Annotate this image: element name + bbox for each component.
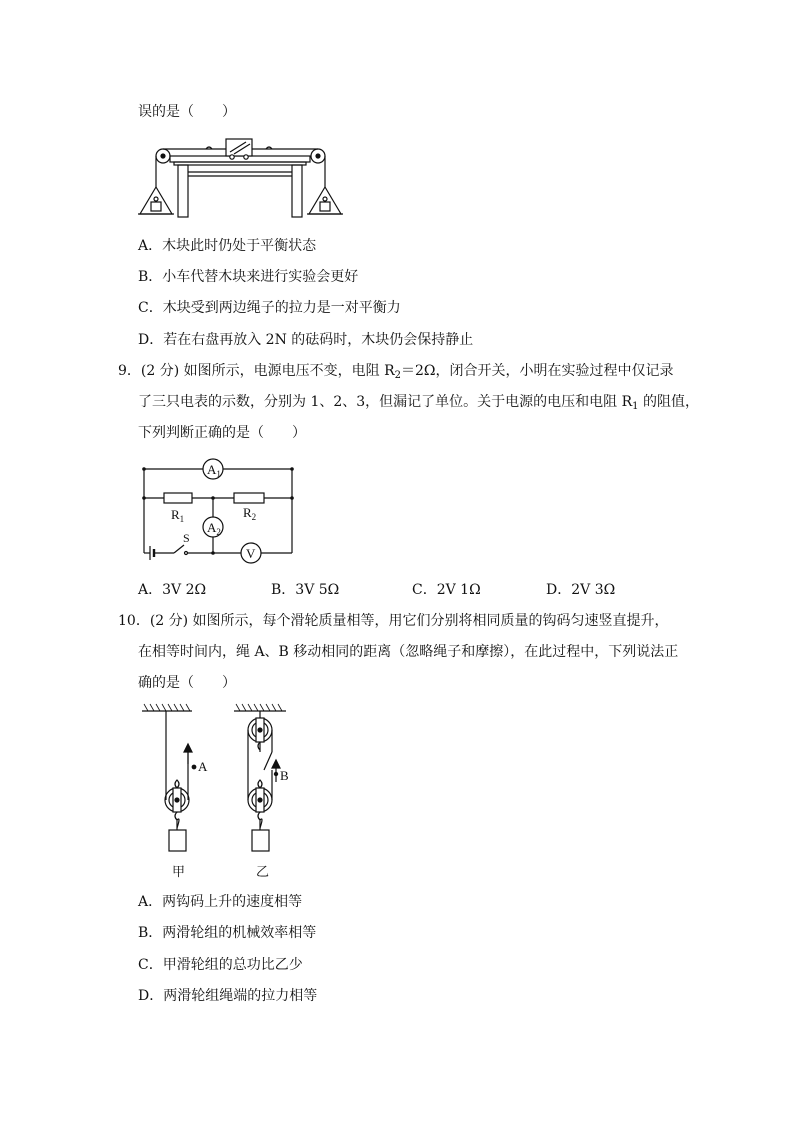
q8-option-b: B．小车代替木块来进行实验会更好 (138, 269, 359, 285)
q10-stem-line-2: 在相等时间内，绳 A、B 移动相同的距离（忽略绳子和摩擦），在此过程中，下列说法正 (138, 644, 679, 660)
r1-label: $R_1$ (171, 507, 185, 524)
q9-option-a: A．3V 2Ω (138, 582, 207, 598)
left-figure-caption: 甲 (172, 864, 186, 879)
r2-label: $R_2$ (243, 505, 257, 522)
q9-stem-line-3: 下列判断正确的是（ ） (138, 425, 306, 441)
q10-option-c: C．甲滑轮组的总功比乙少 (138, 957, 303, 973)
right-figure-caption: 乙 (256, 864, 270, 879)
q8-option-c: C．木块受到两边绳子的拉力是一对平衡力 (138, 300, 401, 316)
q10-stem-line-3: 确的是（ ） (138, 675, 236, 691)
a2-meter-label: $A_2$ (207, 520, 221, 537)
q9-option-c: C．2V 1Ω (412, 582, 481, 598)
a1-meter-label: $A_1$ (207, 462, 221, 479)
q10-stem-line-1: 10．(2 分) 如图所示，每个滑轮质量相等，用它们分别将相同质量的钩码匀速竖直提升， (118, 613, 669, 629)
q9-option-d: D．2V 3Ω (546, 582, 616, 598)
q8-balance-apparatus-figure (138, 132, 343, 222)
switch-label: S (183, 531, 190, 545)
rope-a-label: A (198, 759, 208, 774)
voltmeter-label: V (246, 546, 256, 561)
q10-pulley-figures (140, 704, 300, 882)
rope-b-label: B (280, 768, 289, 783)
q9-option-b: B．3V 5Ω (271, 582, 340, 598)
q9-circuit-diagram (140, 456, 300, 560)
q10-option-d: D．两滑轮组绳端的拉力相等 (138, 988, 318, 1004)
q8-option-a: A．木块此时仍处于平衡状态 (138, 238, 317, 254)
q9-stem-line-1: 9．(2 分) 如图所示，电源电压不变，电阻 $R_2=2\Omega$，闭合开关，小明在实验过程中仅记录 (118, 363, 674, 381)
q8-option-d: D．若在右盘再放入 2N 的砝码时，木块仍会保持静止 (138, 332, 474, 348)
q9-stem-line-2: 了三只电表的示数，分别为 1、2、3，但漏记了单位。关于电源的电压和电阻 $R_1$ 的阻值， (138, 394, 699, 412)
q8-question-tail: 误的是（ ） (138, 104, 236, 120)
q10-option-a: A．两钩码上升的速度相等 (138, 894, 303, 910)
q10-option-b: B．两滑轮组的机械效率相等 (138, 925, 317, 941)
